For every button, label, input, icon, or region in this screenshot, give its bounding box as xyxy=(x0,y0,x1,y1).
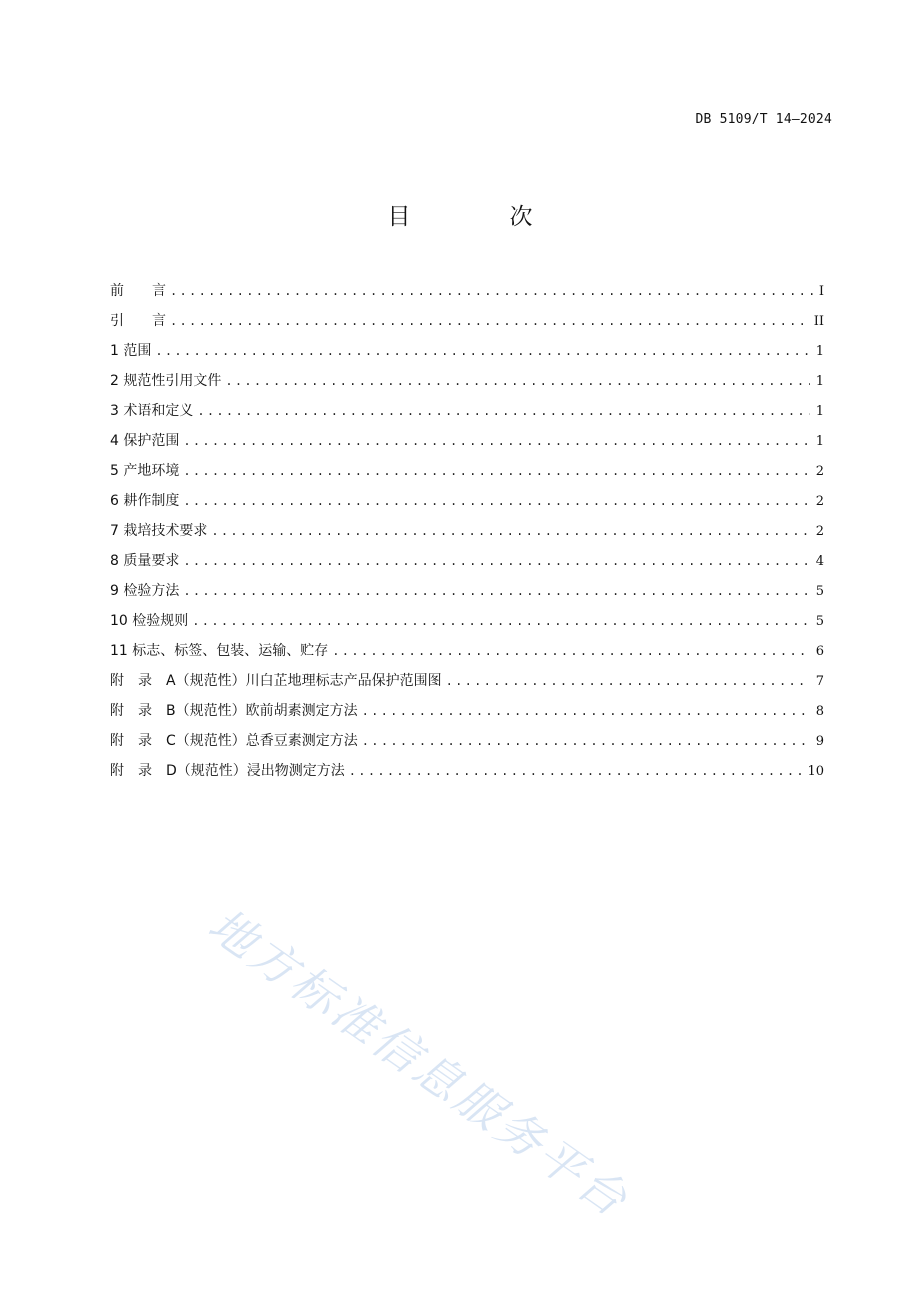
toc-entry[interactable] xyxy=(110,516,824,546)
toc-entry-page: 5 xyxy=(815,584,824,599)
toc-entry-page: 1 xyxy=(815,404,824,419)
toc-entry-page: 10 xyxy=(807,764,824,779)
watermark: 地方标准信息服务平台 xyxy=(198,897,640,1229)
toc-entry[interactable] xyxy=(110,606,824,636)
toc-entry-label: 前 言 xyxy=(110,283,166,299)
toc-entry-page: 8 xyxy=(815,704,824,719)
toc-entry-page: 2 xyxy=(815,464,824,479)
toc-entry[interactable] xyxy=(110,666,824,696)
toc-entry-page: 7 xyxy=(815,674,824,689)
toc-entry-label: 7 栽培技术要求 xyxy=(110,523,208,539)
toc-entry-page: 6 xyxy=(815,644,824,659)
toc-entry[interactable] xyxy=(110,636,824,666)
toc-entry-page: 1 xyxy=(815,344,824,359)
toc-entry-label: 3 术语和定义 xyxy=(110,403,194,419)
toc-leader-dots xyxy=(170,306,808,336)
toc-entry-page: I xyxy=(818,284,824,299)
toc-entry[interactable] xyxy=(110,426,824,456)
toc-leader-dots xyxy=(446,666,810,696)
toc-entry-page: 2 xyxy=(815,524,824,539)
toc-entry-label: 11 标志、标签、包装、运输、贮存 xyxy=(110,643,329,659)
toc-entry-page: 1 xyxy=(815,434,824,449)
toc-entry[interactable] xyxy=(110,756,824,786)
toc-leader-dots xyxy=(183,426,809,456)
toc-entry-label: 5 产地环境 xyxy=(110,463,180,479)
toc-leader-dots xyxy=(211,516,809,546)
toc-entry[interactable] xyxy=(110,336,824,366)
toc-entry-label: 附 录 C（规范性）总香豆素测定方法 xyxy=(110,733,358,749)
toc-entry[interactable] xyxy=(110,546,824,576)
toc-entry-label: 4 保护范围 xyxy=(110,433,180,449)
toc-entry[interactable] xyxy=(110,276,824,306)
toc-leader-dots xyxy=(183,576,809,606)
toc-entry[interactable] xyxy=(110,486,824,516)
toc-entry[interactable] xyxy=(110,726,824,756)
toc-leader-dots xyxy=(332,636,809,666)
toc-entry-label: 2 规范性引用文件 xyxy=(110,373,222,389)
toc-entry[interactable] xyxy=(110,366,824,396)
toc-entry-page: 4 xyxy=(815,554,824,569)
toc-entry-label: 9 检验方法 xyxy=(110,583,180,599)
document-code: DB 5109/T 14—2024 xyxy=(695,112,832,127)
toc-entry-label: 8 质量要求 xyxy=(110,553,180,569)
toc-leader-dots xyxy=(362,726,810,756)
toc-entry-page: 9 xyxy=(815,734,824,749)
toc-entry[interactable] xyxy=(110,696,824,726)
toc-entry-label: 附 录 B（规范性）欧前胡素测定方法 xyxy=(110,703,358,719)
toc-entry-label: 6 耕作制度 xyxy=(110,493,180,509)
toc-leader-dots xyxy=(197,396,809,426)
toc-leader-dots xyxy=(183,546,809,576)
toc-leader-dots xyxy=(349,756,802,786)
toc-leader-dots xyxy=(183,486,809,516)
table-of-contents xyxy=(110,276,824,786)
toc-entry-page: 5 xyxy=(815,614,824,629)
toc-entry-label: 10 检验规则 xyxy=(110,613,189,629)
toc-leader-dots xyxy=(155,336,809,366)
toc-entry-label: 1 范围 xyxy=(110,343,152,359)
toc-entry-page: 2 xyxy=(815,494,824,509)
toc-entry-page: 1 xyxy=(815,374,824,389)
toc-leader-dots xyxy=(225,366,809,396)
toc-entry-label: 附 录 A（规范性）川白芷地理标志产品保护范围图 xyxy=(110,673,442,689)
toc-leader-dots xyxy=(192,606,809,636)
toc-entry[interactable] xyxy=(110,456,824,486)
toc-leader-dots xyxy=(183,456,809,486)
toc-leader-dots xyxy=(362,696,810,726)
toc-entry-page: II xyxy=(813,314,824,329)
toc-entry[interactable] xyxy=(110,306,824,336)
toc-entry[interactable] xyxy=(110,396,824,426)
toc-entry-label: 附 录 D（规范性）浸出物测定方法 xyxy=(110,763,345,779)
toc-leader-dots xyxy=(170,276,813,306)
toc-entry-label: 引 言 xyxy=(110,313,166,329)
toc-entry[interactable] xyxy=(110,576,824,606)
page-title: 目 次 xyxy=(387,204,571,230)
